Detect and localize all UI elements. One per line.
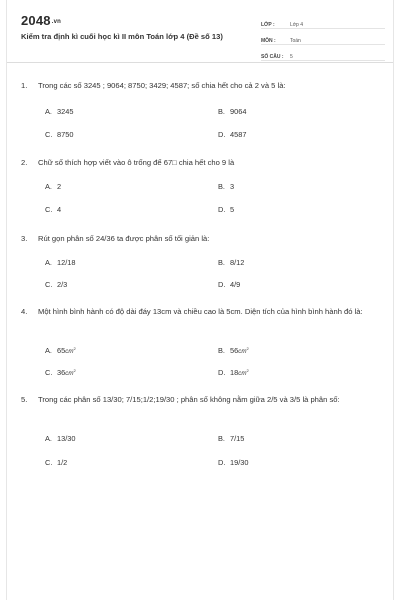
option-d[interactable]: D. 4/9	[218, 280, 241, 289]
option-d[interactable]: D. 5	[218, 205, 235, 214]
option-b[interactable]: B. 3	[218, 182, 235, 191]
logo-suffix: .vn	[51, 19, 62, 25]
meta-subject-row	[261, 32, 385, 45]
exam-title: Kiểm tra định kì cuối học kì II môn Toán lớp 4 (Đề số 13)	[21, 32, 223, 41]
logo-main: 2048	[21, 13, 51, 28]
question-number: 5.	[21, 395, 28, 404]
question-4	[21, 306, 383, 382]
question-3	[21, 233, 383, 293]
option-a[interactable]: A. 12/18	[45, 258, 76, 267]
meta-value: 5	[290, 54, 293, 60]
option-d[interactable]: D. 4587	[218, 130, 247, 139]
option-c[interactable]: C. 1/2	[45, 458, 68, 467]
option-a[interactable]: A. 3245	[45, 107, 74, 116]
option-a[interactable]: A. $65cm^2$	[45, 346, 76, 355]
exam-meta	[261, 16, 385, 64]
option-c[interactable]: C. 2/3	[45, 280, 68, 289]
option-b[interactable]: B. 8/12	[218, 258, 245, 267]
question-text: Trong các phân số 13/30; 7/15;1/2;19/30 ; phân số không nằm giữa 2/5 và 3/5 là phân số:	[38, 395, 340, 404]
option-c[interactable]: C. 8750	[45, 130, 74, 139]
question-text: Trong các số 3245 ; 9064; 8750; 3429; 4587; số chia hết cho cả 2 và 5 là:	[38, 81, 286, 90]
meta-label: SỐ CÂU :	[261, 54, 284, 60]
option-b[interactable]: B. 7/15	[218, 434, 245, 443]
option-a[interactable]: A. 13/30	[45, 434, 76, 443]
option-d[interactable]: D. 19/30	[218, 458, 249, 467]
meta-label: LỚP :	[261, 22, 275, 28]
question-5	[21, 394, 383, 470]
option-c[interactable]: C. $36cm^2$	[45, 368, 76, 377]
option-c[interactable]: C. 4	[45, 205, 62, 214]
option-d[interactable]: D. $18cm^2$	[218, 368, 249, 377]
meta-value: Toán	[290, 38, 301, 44]
meta-class-row	[261, 16, 385, 29]
question-number: 2.	[21, 158, 28, 167]
question-text: Rút gọn phân số 24/36 ta được phân số tối giản là:	[38, 234, 210, 243]
option-b[interactable]: B. $56cm^2$	[218, 346, 249, 355]
meta-label: MÔN :	[261, 38, 276, 44]
question-text: Chữ số thích hợp viết vào ô trống để 67□ chia hết cho 9 là	[38, 158, 235, 167]
question-number: 1.	[21, 81, 28, 90]
meta-value: Lớp 4	[290, 22, 304, 28]
exam-header	[7, 0, 393, 63]
question-1	[21, 80, 383, 140]
question-number: 4.	[21, 307, 28, 316]
option-b[interactable]: B. 9064	[218, 107, 247, 116]
question-text: Một hình bình hành có độ dài đáy 13cm và chiều cao là 5cm. Diện tích của hình bình hành đó là:	[38, 307, 363, 316]
site-logo[interactable]	[21, 13, 61, 28]
meta-count-row	[261, 48, 385, 61]
option-a[interactable]: A. 2	[45, 182, 62, 191]
exam-page	[6, 0, 394, 600]
question-number: 3.	[21, 234, 28, 243]
question-2	[21, 157, 383, 217]
